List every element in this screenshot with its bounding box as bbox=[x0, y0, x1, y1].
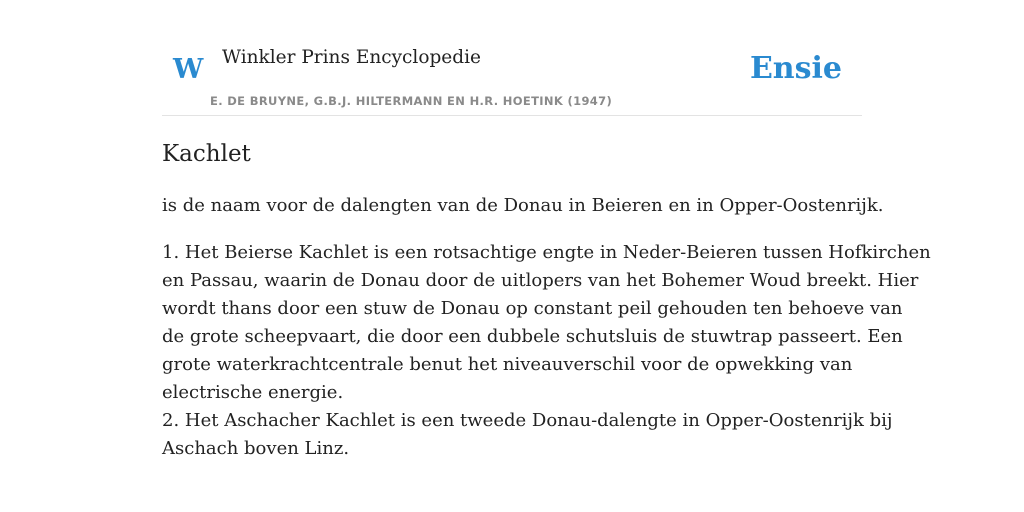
body-line: 2. Het Aschacher Kachlet is een tweede Donau-dalengte in Opper-Oostenrijk bij bbox=[162, 410, 893, 431]
body-line: Aschach boven Linz. bbox=[162, 438, 350, 459]
page bbox=[162, 0, 931, 512]
article-body bbox=[162, 239, 931, 463]
body-line: en Passau, waarin de Donau door de uitlopers van het Bohemer Woud breekt. Hier bbox=[162, 270, 919, 291]
body-line: electrische energie. bbox=[162, 382, 344, 403]
body-line: wordt thans door een stuw de Donau op constant peil gehouden ten behoeve van bbox=[162, 298, 903, 319]
encyclopedia-title[interactable]: Winkler Prins Encyclopedie bbox=[222, 47, 481, 68]
ensie-logo[interactable]: Ensie bbox=[749, 51, 842, 86]
header-divider bbox=[162, 115, 862, 116]
article-lead: is de naam voor de dalengten van de Donau in Beieren en in Opper-Oostenrijk. bbox=[162, 195, 884, 216]
body-line: de grote scheepvaart, die door een dubbele schutsluis de stuwtrap passeert. Een bbox=[162, 326, 903, 347]
body-line: grote waterkrachtcentrale benut het niveauverschil voor de opwekking van bbox=[162, 354, 853, 375]
winkler-prins-logo[interactable]: W bbox=[173, 54, 204, 85]
encyclopedia-authors: E. DE BRUYNE, G.B.J. HILTERMANN EN H.R. HOETINK (1947) bbox=[210, 94, 613, 108]
article-title: Kachlet bbox=[162, 141, 251, 167]
body-line: 1. Het Beierse Kachlet is een rotsachtige engte in Neder-Beieren tussen Hofkirchen bbox=[162, 242, 931, 263]
